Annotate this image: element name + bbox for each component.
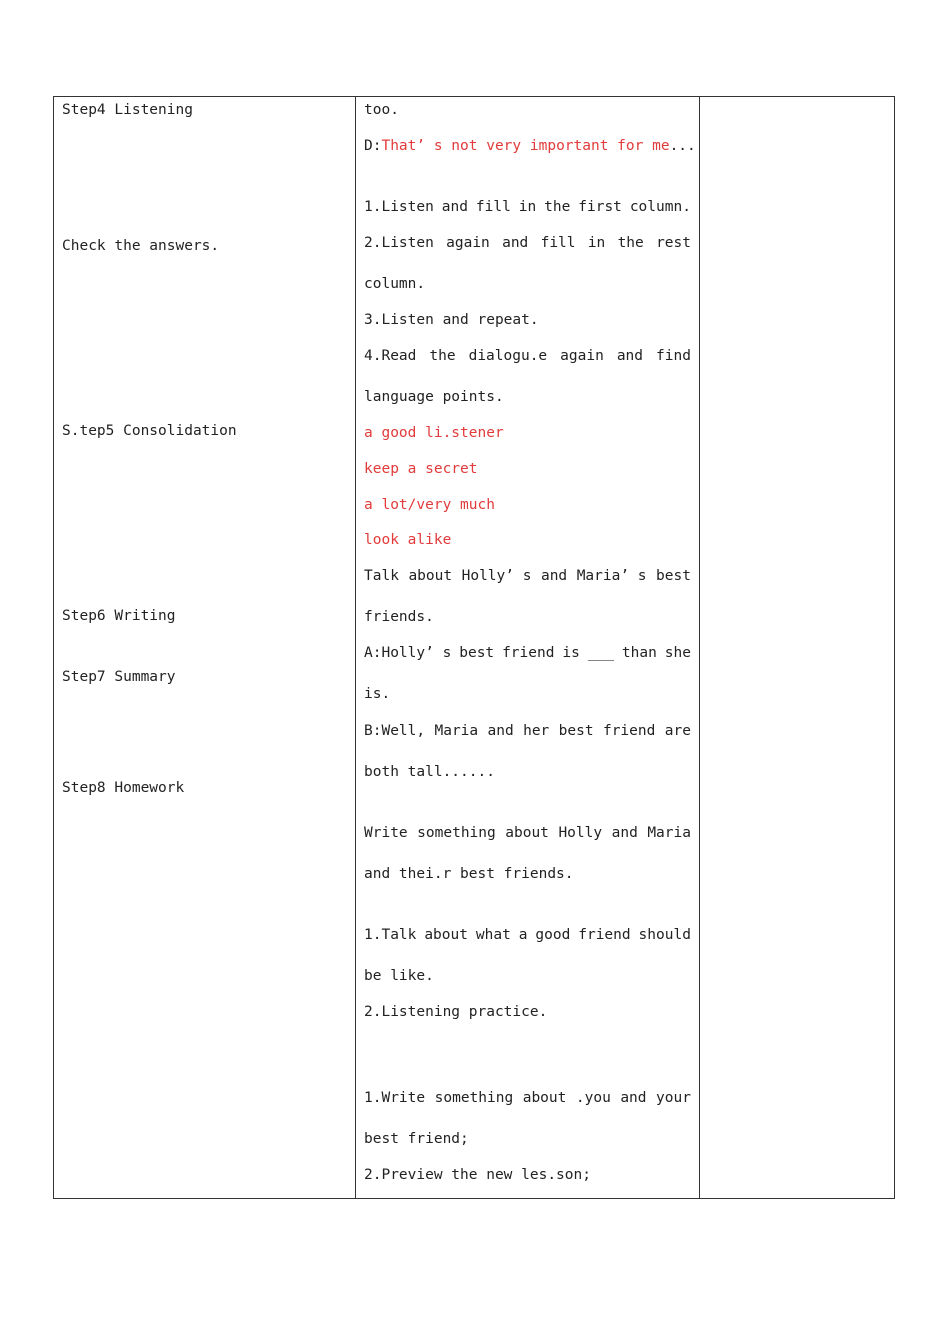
homework-item-1 xyxy=(364,1089,691,1107)
dialogue-b-line xyxy=(364,722,691,740)
dialogue-d-line xyxy=(364,137,696,155)
word: the xyxy=(617,235,644,251)
word: is xyxy=(562,645,580,661)
word: than xyxy=(621,645,657,661)
writing-task-cont: and thei.r best friends. xyxy=(364,866,574,882)
word: Holly’ s xyxy=(461,568,532,584)
step4-heading: Step4 Listening xyxy=(62,102,193,118)
word: Talk xyxy=(364,568,399,584)
listen-step-1 xyxy=(364,198,691,216)
word: and xyxy=(616,348,644,364)
word: and xyxy=(502,235,529,251)
summary-item-1 xyxy=(364,926,691,944)
word: 4.Read xyxy=(364,348,417,364)
column-divider-1 xyxy=(355,97,356,1198)
word: again xyxy=(446,235,490,251)
check-answers-text: Check the answers. xyxy=(62,238,220,254)
word: A:Holly’ s xyxy=(364,645,452,661)
talk-line xyxy=(364,567,691,585)
word: first xyxy=(578,199,622,215)
word: her xyxy=(523,723,550,739)
word: something xyxy=(417,825,496,841)
dialogue-a-line xyxy=(364,644,691,662)
word: find xyxy=(656,348,691,364)
word: 1.Listen xyxy=(364,199,434,215)
summary-item-1-cont: be like. xyxy=(364,968,434,984)
step6-heading: Step6 Writing xyxy=(62,608,176,624)
word: friend xyxy=(578,927,631,943)
word: 1.Write xyxy=(364,1090,426,1106)
word: a xyxy=(518,927,528,943)
word: good xyxy=(535,927,571,943)
listen-step-2-cont: column. xyxy=(364,276,426,292)
phrase-look-alike: look alike xyxy=(364,532,452,548)
word: about xyxy=(522,1090,567,1106)
homework-item-2: 2.Preview the new les.son; xyxy=(364,1167,591,1183)
dialogue-a-cont: is. xyxy=(364,686,391,702)
read-step-4-cont: language points. xyxy=(364,389,504,405)
word: what xyxy=(475,927,511,943)
step8-heading: Step8 Homework xyxy=(62,780,185,796)
word: the xyxy=(544,199,571,215)
word: in xyxy=(518,199,537,215)
summary-item-2: 2.Listening practice. xyxy=(364,1004,548,1020)
word: fill xyxy=(475,199,511,215)
phrase-a-lot: a lot/very much xyxy=(364,497,495,513)
word: 2.Listen xyxy=(364,235,434,251)
word: something xyxy=(434,1090,514,1106)
d-suffix: ... xyxy=(669,138,696,154)
word: best xyxy=(656,568,691,584)
word: 1.Talk xyxy=(364,927,417,943)
word: are xyxy=(664,723,691,739)
word: fill xyxy=(540,235,576,251)
homework-item-1-cont: best friend; xyxy=(364,1131,469,1147)
word: best xyxy=(459,645,495,661)
word: and xyxy=(620,1090,647,1106)
word: ___ xyxy=(587,645,614,661)
phrase-good-listener: a good li.stener xyxy=(364,425,504,441)
phrase-keep-secret: keep a secret xyxy=(364,461,478,477)
word: B:Well, xyxy=(364,723,426,739)
step7-heading: Step7 Summary xyxy=(62,669,176,685)
word: Maria xyxy=(647,825,691,841)
word: the xyxy=(429,348,456,364)
word: .you xyxy=(575,1090,611,1106)
word: best xyxy=(558,723,594,739)
word: she xyxy=(664,645,691,661)
word: and xyxy=(441,199,468,215)
word: again xyxy=(560,348,604,364)
step5-heading: S.tep5 Consolidation xyxy=(62,423,237,439)
read-step-4 xyxy=(364,347,691,365)
word: column. xyxy=(629,199,691,215)
word: dialogu.e xyxy=(468,348,548,364)
word: should xyxy=(638,927,691,943)
word: in xyxy=(587,235,606,251)
word: about xyxy=(424,927,468,943)
word: and xyxy=(487,723,514,739)
column-divider-2 xyxy=(699,97,700,1198)
word: and xyxy=(611,825,638,841)
word: Holly xyxy=(558,825,603,841)
word: Write xyxy=(364,825,408,841)
d-prefix: D: xyxy=(364,138,382,154)
word: friend xyxy=(502,645,555,661)
word: about xyxy=(408,568,453,584)
d-red-text: That’ s not very important for me xyxy=(381,138,670,154)
word: your xyxy=(656,1090,691,1106)
talk-line-cont: friends. xyxy=(364,609,434,625)
word: Maria xyxy=(434,723,479,739)
too-text: too. xyxy=(364,102,399,118)
dialogue-b-cont: both tall...... xyxy=(364,764,495,780)
word: Maria’ s xyxy=(576,568,647,584)
writing-task xyxy=(364,824,691,842)
word: about xyxy=(505,825,549,841)
word: rest xyxy=(656,235,691,251)
listen-step-3: 3.Listen and repeat. xyxy=(364,312,539,328)
listen-step-2 xyxy=(364,234,691,252)
word: and xyxy=(540,568,568,584)
word: friend xyxy=(602,723,656,739)
